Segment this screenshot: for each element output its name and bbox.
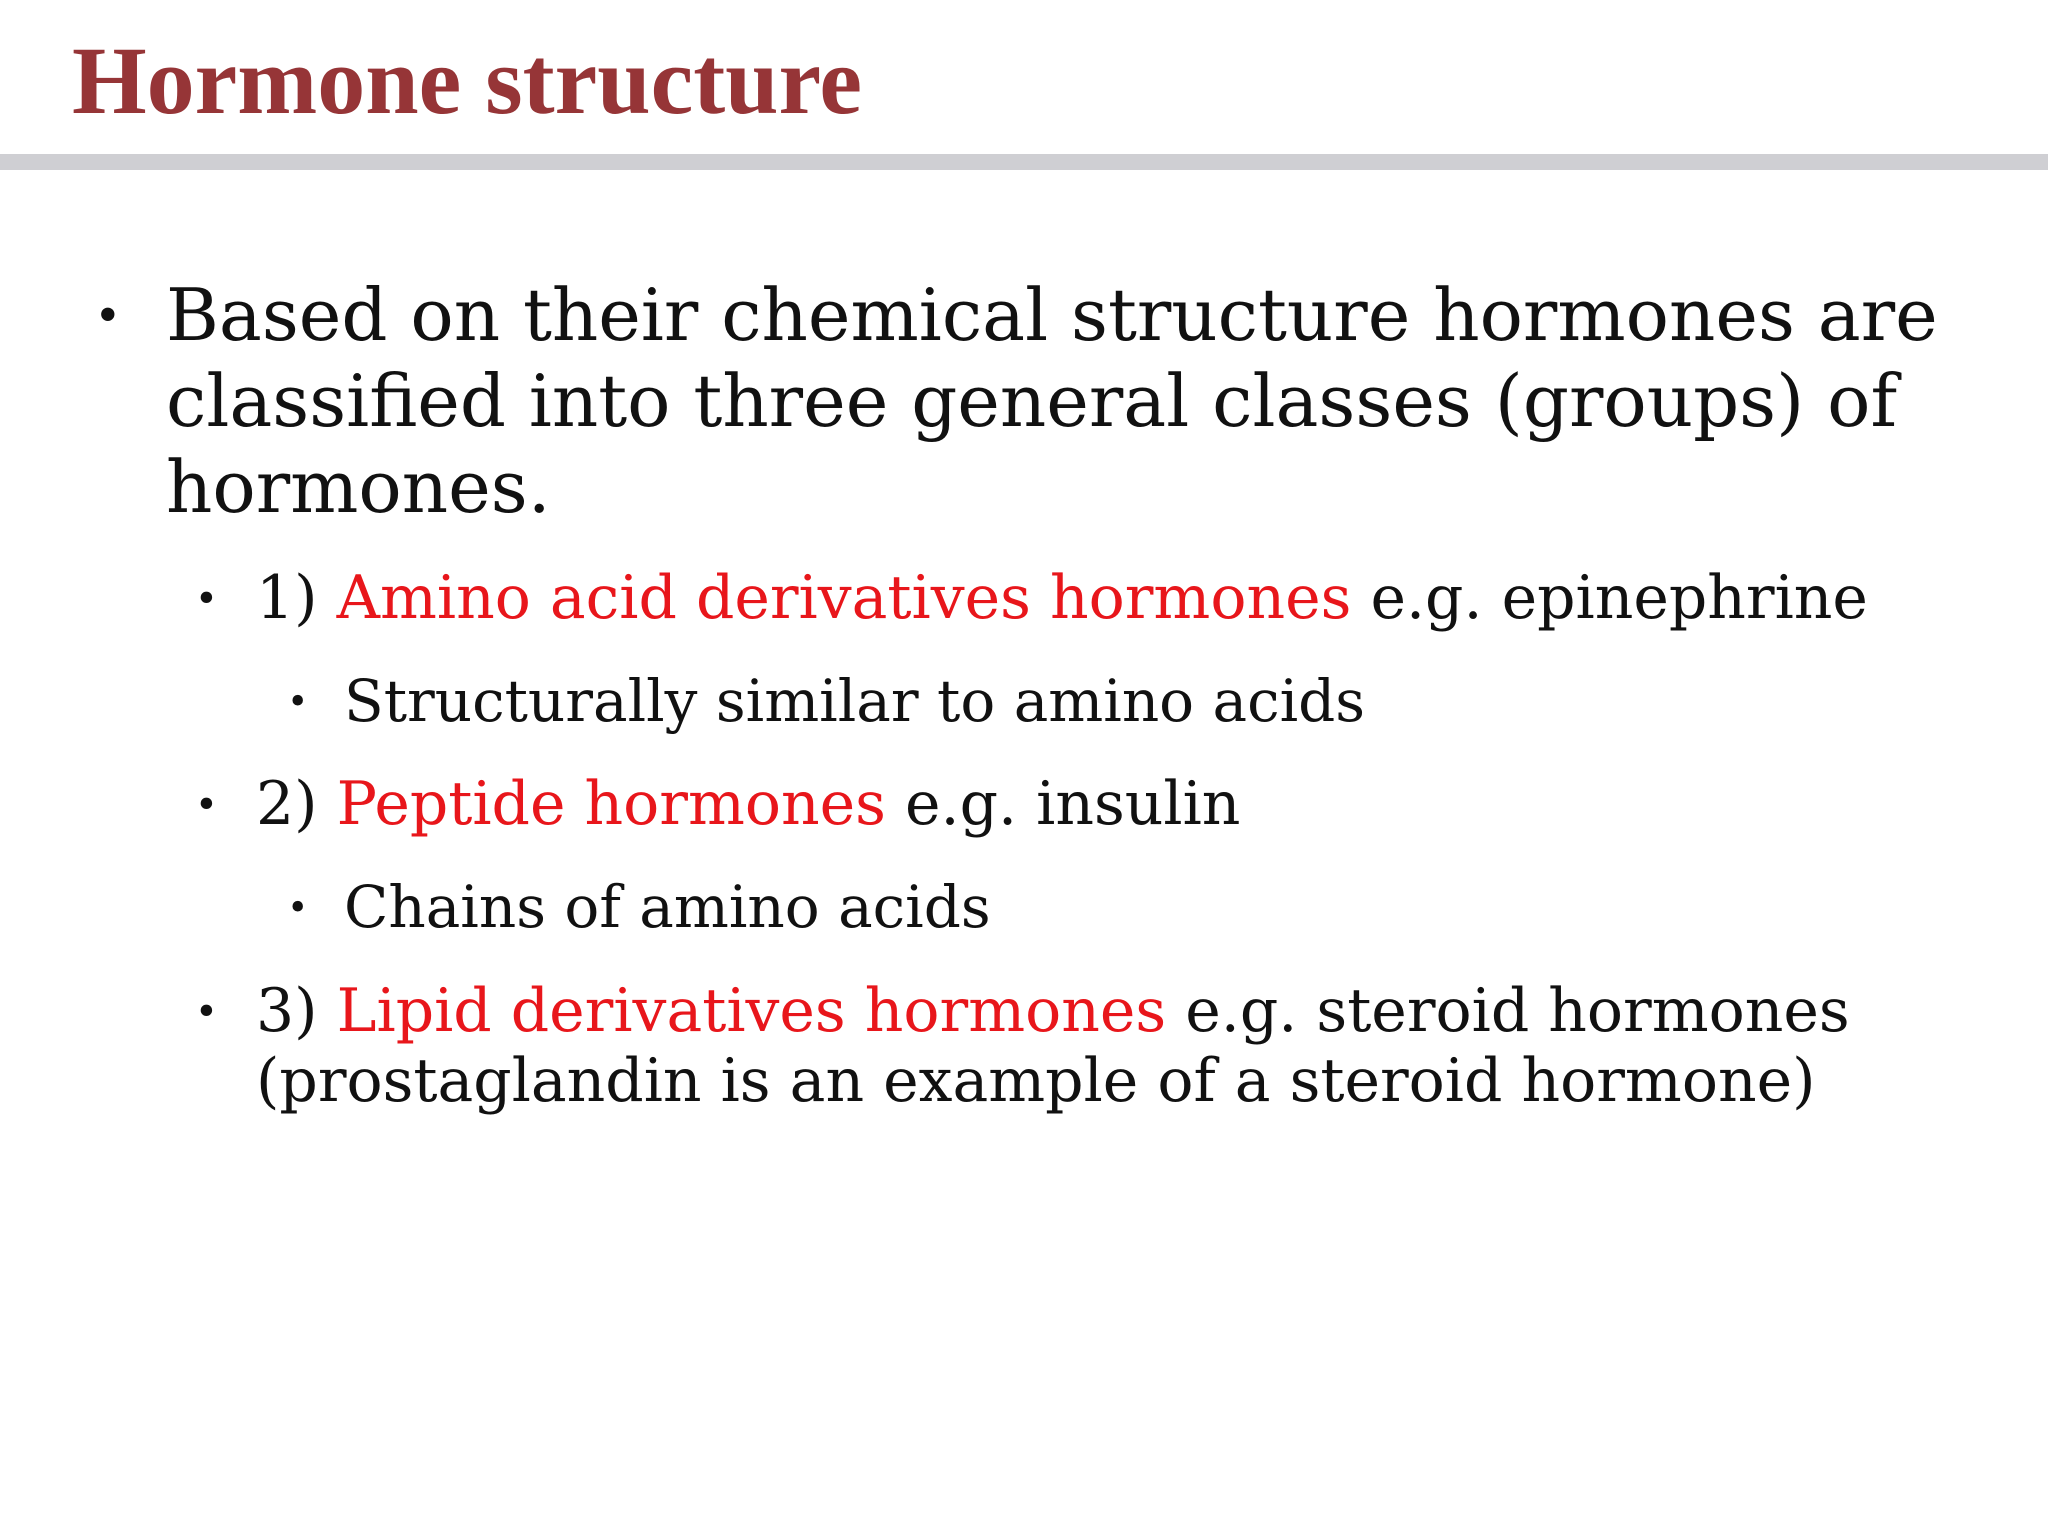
- class-item-2: [198, 768, 2016, 840]
- class-prefix: 2): [256, 769, 337, 839]
- class-prefix: 3): [256, 976, 337, 1046]
- intro-bullet: [98, 272, 2026, 530]
- class-detail-2: [290, 872, 2004, 942]
- class-name-highlight: Peptide hormones: [336, 769, 886, 839]
- slide-title: Hormone structure: [72, 27, 863, 134]
- class-detail-text: Structurally similar to amino acids: [344, 667, 1366, 735]
- class-continuation: (prostaglandin is an example of a steroid hormone): [256, 1046, 1816, 1116]
- bullet-dot: •: [290, 882, 306, 931]
- class-line: [256, 976, 2016, 1046]
- class-example: e.g. insulin: [885, 769, 1241, 839]
- class-name-highlight: Amino acid derivatives hormones: [336, 563, 1352, 633]
- intro-line-2: classified into three general classes (groups) of: [166, 359, 1898, 443]
- class-example: e.g. steroid hormones: [1166, 976, 1850, 1046]
- class-line: [256, 562, 2016, 634]
- intro-line-1: Based on their chemical structure hormones are: [166, 273, 1938, 357]
- class-item-1: [198, 562, 2016, 634]
- bullet-dot: •: [198, 984, 215, 1037]
- intro-line-3: hormones.: [166, 445, 551, 529]
- class-prefix: 1): [256, 563, 337, 633]
- class-name-highlight: Lipid derivatives hormones: [336, 976, 1167, 1046]
- class-detail-text: Chains of amino acids: [344, 873, 991, 941]
- class-detail-1: [290, 666, 2004, 736]
- class-line: [256, 768, 2016, 840]
- bullet-dot: •: [98, 284, 118, 346]
- class-item-3: [198, 976, 2016, 1116]
- bullet-dot: •: [198, 777, 215, 830]
- bullet-dot: •: [290, 676, 306, 725]
- bullet-dot: •: [198, 571, 215, 624]
- class-example: e.g. epinephrine: [1351, 563, 1868, 633]
